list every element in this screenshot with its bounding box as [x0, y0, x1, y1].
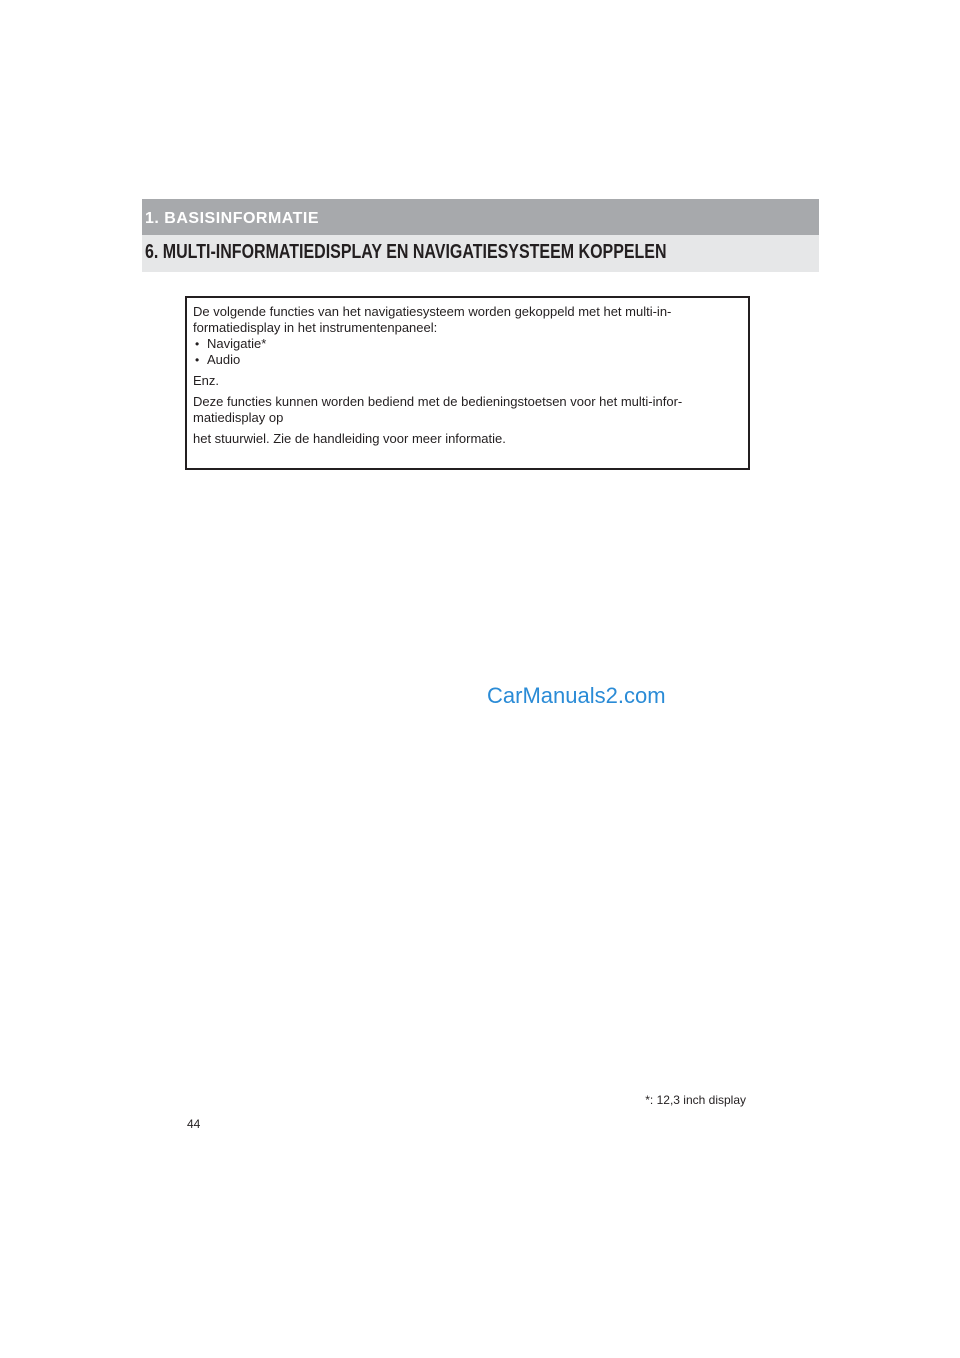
manual-reference-line: het stuurwiel. Zie de handleiding voor meer informatie.: [193, 431, 506, 446]
bullet-label: Navigatie*: [207, 336, 267, 351]
bullet-item-navigation: [193, 336, 744, 352]
bullet-item-audio: [193, 352, 744, 368]
info-box: [185, 296, 750, 470]
control-line-1: Deze functies kunnen worden bediend met de bedieningstoetsen voor het multi-infor-: [193, 394, 683, 409]
etc-text: Enz.: [193, 373, 220, 388]
page-number: 44: [187, 1117, 201, 1131]
watermark-text: CarManuals2.com: [487, 683, 666, 708]
chapter-title: 6. MULTI-INFORMATIEDISPLAY EN NAVIGATIESYSTEEM KOPPELEN: [145, 241, 667, 263]
bullet-icon: •: [195, 353, 200, 367]
bullet-icon: •: [195, 337, 200, 351]
control-line-2: matiedisplay op: [193, 410, 284, 425]
intro-line-1: De volgende functies van het navigatiesysteem worden gekoppeld met het multi-in-: [193, 304, 672, 319]
section-title: 1. BASISINFORMATIE: [145, 210, 320, 227]
bullet-label: Audio: [207, 352, 241, 367]
footnote: *: 12,3 inch display: [645, 1093, 746, 1107]
chapter-header-band: [142, 235, 819, 272]
info-text: [193, 304, 744, 447]
intro-line-2: formatiedisplay in het instrumentenpaneel:: [193, 320, 438, 335]
section-header-band: [142, 199, 819, 235]
